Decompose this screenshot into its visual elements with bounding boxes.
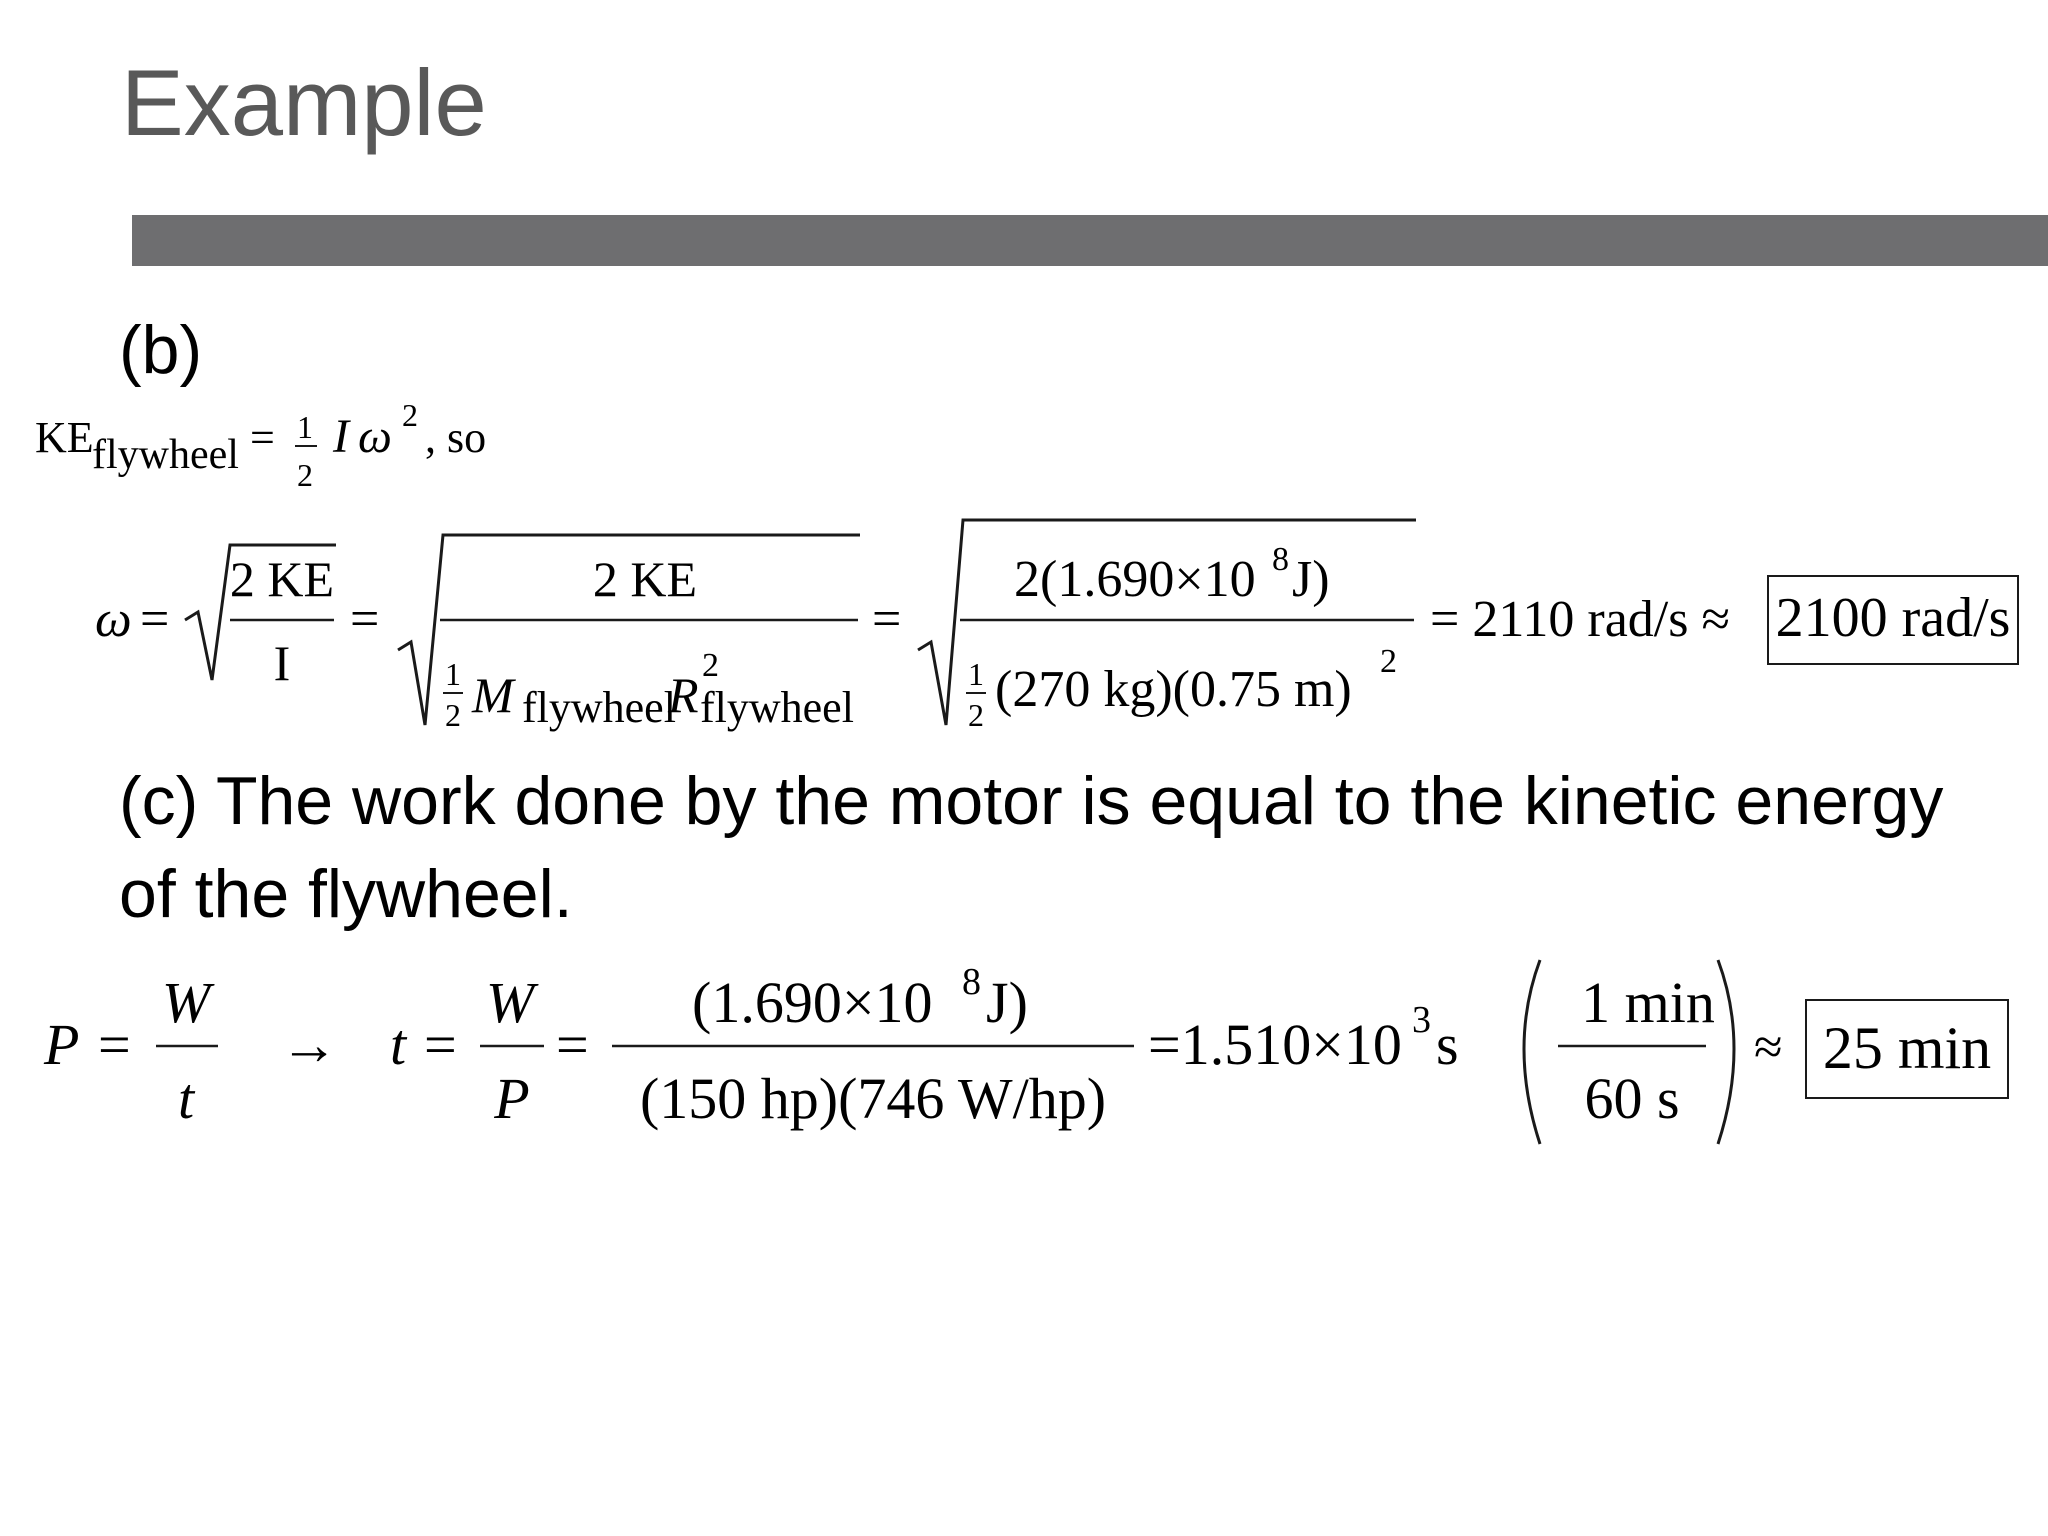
eq3-paren-left [1524,960,1540,1144]
eq2-omega: ω [95,591,132,648]
eq2-num-3-exp: 8 [1272,541,1289,578]
eq2-boxed-answer: 2100 rad/s [1775,587,2011,649]
eq2-half-num: 1 [445,656,461,692]
eq3-conv-den: 60 s [1584,1066,1680,1131]
eq3-power: P [44,1012,80,1077]
eq3-work: W [161,970,211,1035]
eq2-den-3-exp: 2 [1380,643,1397,680]
eq3-equals-1: = [98,1012,131,1077]
eq2-num-3a: 2(1.690×10 [1014,551,1256,608]
eq3-work-2: W [485,970,535,1035]
eq3-result-b: s [1436,1012,1459,1077]
eq2-mass-sub: flywheel [522,683,676,732]
eq2-half-num-3: 1 [968,656,984,692]
eq2-num-3b: J) [1292,551,1330,608]
title-underline-bar [132,215,2048,266]
eq2-den-1: I [273,635,291,691]
eq3-num-a: (1.690×10 [692,970,933,1035]
eq2-radius: R [668,667,699,723]
eq2-num-2: 2 KE [592,551,698,607]
eq2-half-den-3: 2 [968,697,984,733]
eq3-result-a: =1.510×10 [1148,1012,1402,1077]
eq2-equals-2: = [350,591,380,648]
eq3-paren-right [1718,960,1734,1144]
eq3-approx: ≈ [1754,1019,1783,1076]
eq3-equals-3: = [556,1012,589,1077]
eq3-conv-num: 1 min [1581,970,1715,1035]
eq3-power-2: P [494,1066,530,1131]
eq2-radius-sub: flywheel [700,683,854,732]
equation-kinetic-energy [0,390,600,500]
eq2-result: = 2110 rad/s ≈ [1430,591,1731,648]
eq1-tail: , so [425,413,487,462]
eq1-equals: = [250,413,275,462]
eq1-subscript: flywheel [92,432,239,478]
eq2-mass: M [472,667,514,723]
equation-angular-velocity [0,500,2048,740]
eq2-num-1: 2 KE [229,551,335,607]
eq3-arrow: → [280,1012,338,1077]
eq2-radius-sup: 2 [702,647,719,684]
equation-time [0,950,2048,1160]
eq1-exponent: 2 [402,397,418,433]
part-c-text: (c) The work done by the motor is equal to the kinetic energy of the flywheel. [119,763,1944,932]
part-b-label: (b) [119,312,203,388]
eq1-inertia: I [333,410,349,463]
eq2-den-3: (270 kg)(0.75 m) [995,661,1352,718]
eq2-equals-1: = [140,591,170,648]
eq3-denominator: (150 hp)(746 W/hp) [639,1066,1107,1131]
eq3-num-b: J) [986,970,1028,1035]
eq1-ke: KE [35,413,94,462]
eq2-equals-3: = [872,591,902,648]
eq3-boxed-answer: 25 min [1822,1015,1992,1081]
eq2-half-den: 2 [445,697,461,733]
eq3-result-exp: 3 [1412,999,1431,1041]
eq1-omega: ω [358,410,392,463]
eq3-equals-2: = [424,1012,457,1077]
eq1-frac-den: 2 [297,457,313,493]
slide-title: Example [121,50,487,155]
eq1-frac-num: 1 [297,409,313,445]
eq3-num-exp: 8 [962,961,981,1003]
eq3-time-2: t [390,1012,407,1077]
eq3-time: t [177,1066,195,1131]
